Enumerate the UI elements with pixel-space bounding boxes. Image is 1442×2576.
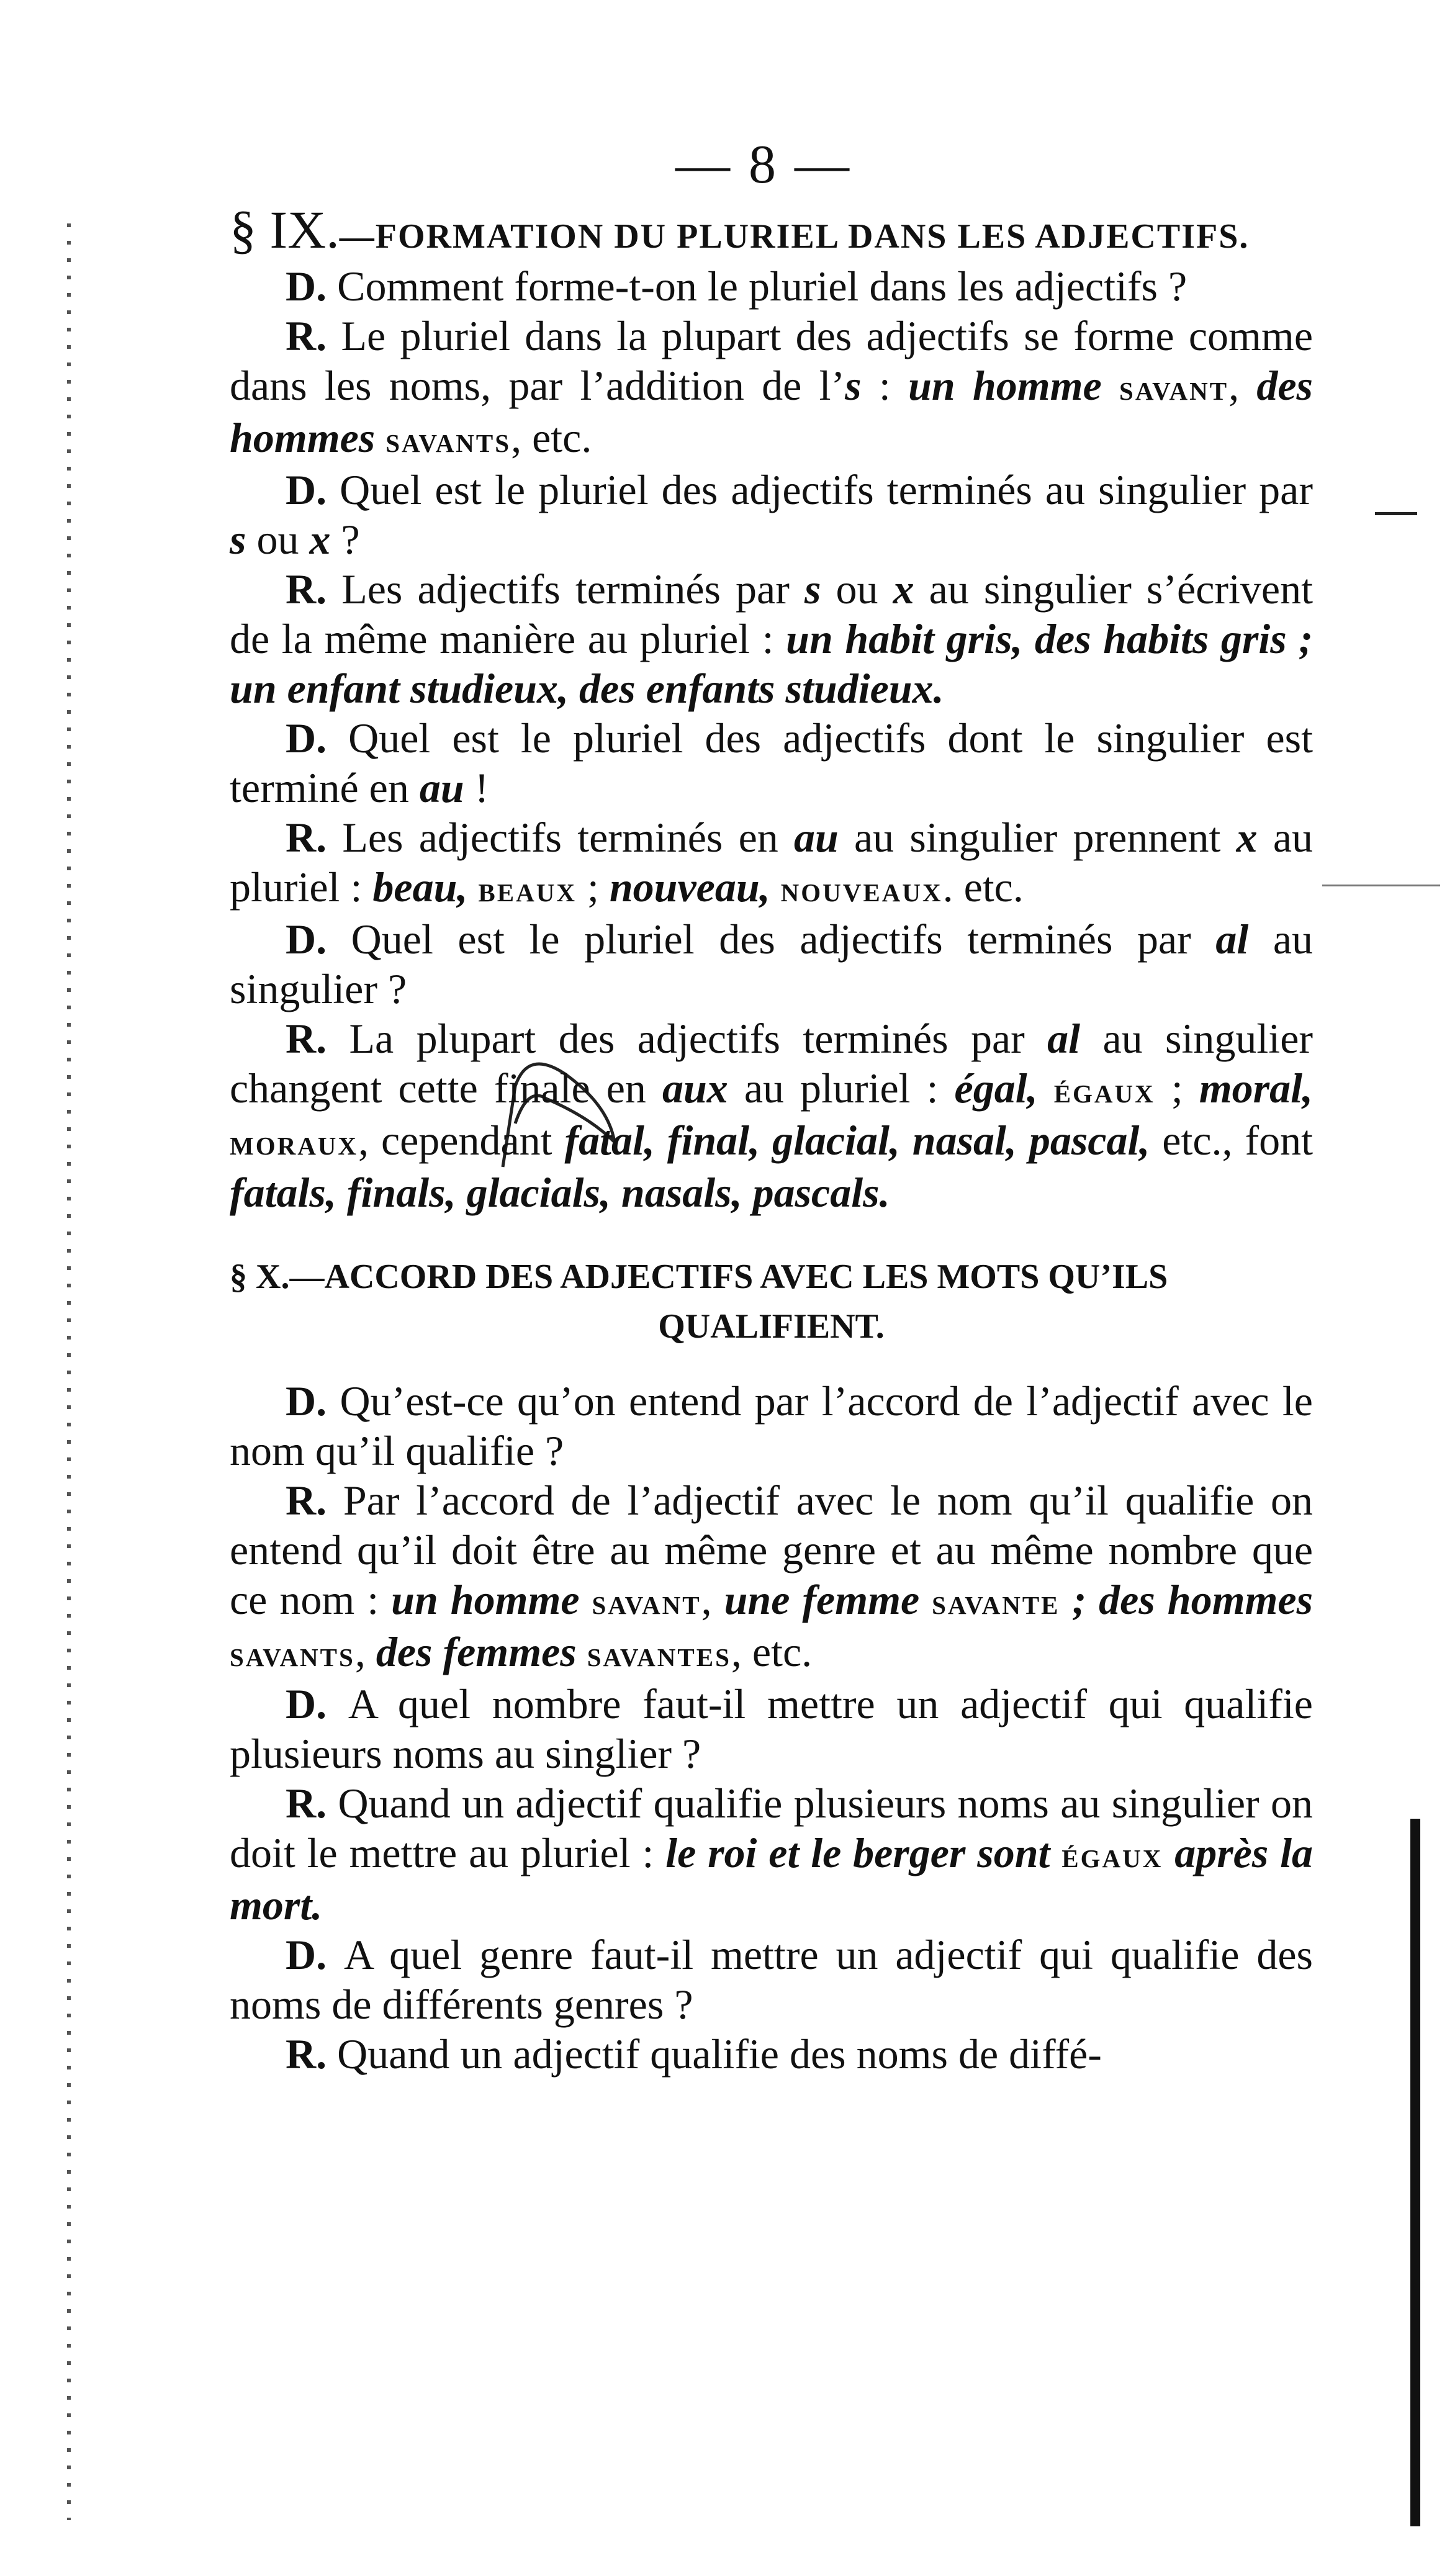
answer-paragraph <box>230 1778 1313 1930</box>
answer-marker: R. <box>286 1477 343 1524</box>
text-run <box>580 1576 592 1623</box>
text-run: A quel nombre faut-il mettre un adjectif qui qualifie plusieurs noms au singlier ? <box>230 1680 1313 1777</box>
italic-example: ; des hommes <box>1072 1576 1314 1623</box>
question-marker: D. <box>286 466 340 513</box>
text-run: ou <box>246 516 310 563</box>
italic-example: nouveau, <box>609 863 770 911</box>
question-marker: D. <box>286 714 349 762</box>
right-margin-bar <box>1410 1819 1420 2526</box>
text-run: au singulier ? <box>230 916 1314 1012</box>
text-run: : <box>861 362 909 409</box>
italic-example: x <box>309 516 331 563</box>
text-run: , <box>701 1576 724 1623</box>
text-run <box>919 1576 932 1623</box>
text-run: au pluriel : <box>728 1065 955 1112</box>
small-caps-example: nouveaux <box>780 869 943 909</box>
pencil-line-mark <box>1322 885 1440 886</box>
italic-example: le roi et le berger sont <box>665 1829 1050 1876</box>
answer-marker: R. <box>286 2030 338 2078</box>
italic-example: un homme <box>391 1576 580 1623</box>
italic-example: s <box>845 362 862 409</box>
italic-example: un habit gris, des habits gris ; un enfant studieux, des enfants studieux. <box>230 615 1313 712</box>
question-paragraph <box>230 1930 1313 2029</box>
text-run: Par l’accord de l’adjectif avec le nom qu’il qualifie on entend qu’il doit être au même genre et au même nombre que ce nom : <box>230 1477 1313 1623</box>
text-run: Quel est le pluriel des adjectifs dont le singulier est terminé en <box>230 714 1313 811</box>
italic-example: beau, <box>372 863 468 911</box>
text-run: Quand un adjectif qualifie des noms de diffé- <box>337 2030 1102 2078</box>
small-caps-example: savants <box>230 1634 355 1674</box>
text-run: Les adjectifs terminés par <box>341 565 804 613</box>
text-run: , <box>1228 362 1257 409</box>
answer-marker: R. <box>286 565 342 613</box>
text-run: ! <box>464 764 489 811</box>
italic-example: x <box>1236 814 1258 861</box>
section-mark: § X. <box>230 1258 290 1296</box>
question-paragraph <box>230 914 1313 1014</box>
question-marker: D. <box>286 263 338 310</box>
text-run: ? <box>330 516 360 563</box>
answer-paragraph <box>230 311 1313 465</box>
page-text <box>230 200 1314 2079</box>
text-run: , etc. <box>511 414 592 461</box>
left-margin-speckle <box>67 223 71 2520</box>
text-run: ; <box>576 863 610 911</box>
answer-marker: R. <box>286 1780 338 1827</box>
italic-example: après la mort. <box>230 1829 1314 1929</box>
text-run <box>1050 1829 1061 1876</box>
answer-marker: R. <box>286 1015 349 1062</box>
small-caps-example: égaux <box>1053 1070 1155 1110</box>
text-run: Les adjectifs terminés en <box>342 814 794 861</box>
small-caps-example: savant <box>592 1582 701 1622</box>
small-caps-example: savantes <box>587 1634 731 1674</box>
italic-example: x <box>893 565 914 613</box>
text-run: au singulier changent cette finale en <box>230 1015 1314 1112</box>
answer-paragraph <box>230 2029 1313 2079</box>
text-run: Le pluriel dans la plupart des adjectifs se forme comme dans les noms, par l’addition de l’ <box>230 312 1314 409</box>
text-run: , <box>354 1628 376 1675</box>
text-run: Quel est le pluriel des adjectifs terminés par <box>351 916 1216 963</box>
italic-example: au <box>419 764 464 811</box>
text-run: au singulier s’écrivent de la même manière au pluriel : <box>230 565 1313 662</box>
italic-example: al <box>1047 1015 1081 1062</box>
text-run <box>770 863 781 911</box>
italic-example: une femme <box>724 1576 920 1623</box>
italic-example: des hommes <box>230 362 1313 461</box>
text-run <box>467 863 478 911</box>
text-run <box>1038 1065 1054 1112</box>
italic-example: des femmes <box>376 1628 577 1675</box>
italic-example: s <box>230 516 246 563</box>
question-marker: D. <box>286 1377 340 1425</box>
small-caps-example: savant <box>1119 367 1229 408</box>
small-caps-example: moraux <box>230 1122 359 1163</box>
section-heading <box>230 200 1313 261</box>
question-paragraph <box>230 465 1313 564</box>
text-run: , cependant <box>358 1117 565 1164</box>
small-caps-example: égaux <box>1061 1835 1163 1875</box>
page-number: — 8 — <box>675 135 852 195</box>
text-run: . etc. <box>942 863 1024 911</box>
text-run: ou <box>821 565 893 613</box>
text-run: au pluriel : <box>230 814 1314 911</box>
section-mark: § IX. <box>230 200 340 259</box>
italic-example: au <box>793 814 839 861</box>
question-paragraph <box>230 1679 1313 1778</box>
answer-paragraph <box>230 813 1313 914</box>
question-marker: D. <box>286 916 351 963</box>
question-marker: D. <box>286 1680 348 1727</box>
question-paragraph <box>230 713 1313 813</box>
section-title: —FORMATION DU PLURIEL DANS LES ADJECTIFS. <box>339 217 1250 256</box>
section-title-continued: QUALIFIENT. <box>658 1307 885 1346</box>
text-run <box>1102 362 1119 409</box>
small-caps-example: beaux <box>478 869 577 909</box>
small-caps-example: savants <box>385 420 511 460</box>
margin-tick-mark <box>1375 512 1417 515</box>
text-run: Qu’est-ce qu’on entend par l’accord de l’adjectif avec le nom qu’il qualifie ? <box>230 1377 1313 1474</box>
small-caps-example: savante <box>932 1582 1060 1622</box>
answer-paragraph <box>230 564 1313 713</box>
text-run <box>1060 1576 1073 1623</box>
italic-example: s <box>804 565 821 613</box>
answer-paragraph <box>230 1014 1313 1217</box>
text-run: Quand un adjectif qualifie plusieurs noms au singulier on doit le mettre au pluriel : <box>230 1780 1314 1876</box>
text-run: etc., font <box>1150 1117 1314 1164</box>
text-run: , etc. <box>731 1628 813 1675</box>
italic-example: al <box>1215 916 1249 963</box>
text-run: Comment forme-t-on le pluriel dans les adjectifs ? <box>337 263 1187 310</box>
text-run <box>577 1628 587 1675</box>
italic-example: égal, <box>954 1065 1038 1112</box>
italic-example: fatals, finals, glacials, nasals, pascals. <box>230 1169 890 1216</box>
text-run: Quel est le pluriel des adjectifs terminés au singulier par <box>340 466 1313 513</box>
section-heading <box>230 1252 1313 1351</box>
question-paragraph <box>230 261 1313 311</box>
text-run: La plupart des adjectifs terminés par <box>349 1015 1048 1062</box>
answer-marker: R. <box>286 312 341 359</box>
text-run <box>375 414 385 461</box>
text-run: ; <box>1155 1065 1199 1112</box>
italic-example: un homme <box>908 362 1102 409</box>
answer-paragraph <box>230 1475 1313 1679</box>
italic-example: moral, <box>1199 1065 1314 1112</box>
question-marker: D. <box>286 1931 344 1978</box>
question-paragraph <box>230 1376 1313 1475</box>
italic-example: fatal, final, glacial, nasal, pascal, <box>564 1117 1150 1164</box>
answer-marker: R. <box>286 814 343 861</box>
text-run: au singulier prennent <box>838 814 1237 861</box>
text-run: A quel genre faut-il mettre un adjectif qui qualifie des noms de différents genres ? <box>230 1931 1313 2028</box>
section-title: —ACCORD DES ADJECTIFS AVEC LES MOTS QU’ILS <box>289 1258 1168 1296</box>
text-run <box>1163 1829 1174 1876</box>
italic-example: aux <box>662 1065 728 1112</box>
